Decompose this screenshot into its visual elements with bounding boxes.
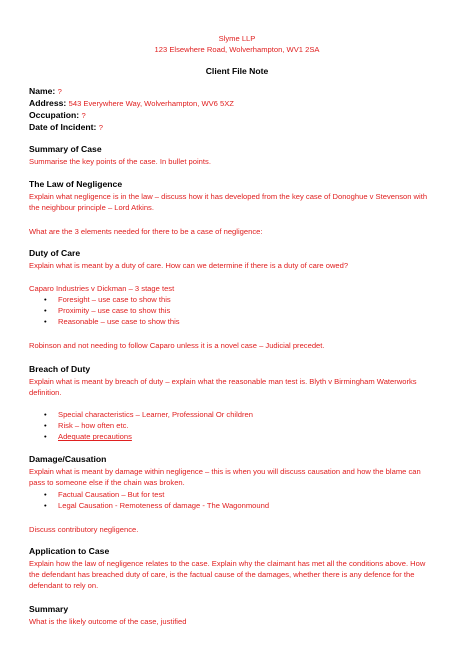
caparo-bullet-list: [44, 294, 180, 328]
breach-of-duty-text: Explain what is meant by breach of duty – explain what the reasonable man test is. Blyth v Birmingham Waterworks definition.: [29, 377, 417, 398]
field-value: ?: [81, 111, 86, 120]
breach-of-duty-heading: Breach of Duty: [29, 364, 91, 374]
damage-causation-text: Explain what is meant by damage within negligence – this is when you will discuss causation and how the blame can pass to someone else if the chain was broken.: [29, 467, 421, 488]
bullet-icon: •: [44, 410, 47, 419]
summary-text: What is the likely outcome of the case, justified: [29, 617, 187, 626]
field-value: ?: [98, 123, 103, 132]
field-value: 543 Everywhere Way, Wolverhampton, WV6 5XZ: [68, 99, 234, 108]
list-item: • Risk – how often etc.: [44, 421, 129, 431]
document-title: Client File Note: [205, 66, 269, 76]
causation-bullet-list: [44, 489, 269, 511]
summary-of-case-heading: Summary of Case: [29, 144, 102, 154]
field-value: ?: [57, 87, 62, 96]
field-label: Address:: [29, 98, 67, 108]
list-item: • Proximity – use case to show this: [44, 306, 171, 316]
list-item: • Factual Causation – But for test: [44, 490, 165, 499]
bullet-icon: •: [44, 432, 47, 442]
three-elements-question: What are the 3 elements needed for there to be a case of negligence:: [29, 227, 263, 236]
firm-name: Slyme LLP: [218, 34, 256, 43]
duty-of-care-text: Explain what is meant by a duty of care. How can we determine if there is a duty of care owed?: [29, 261, 349, 270]
list-item: • Foresight – use case to show this: [44, 295, 171, 304]
field-label: Occupation:: [29, 110, 80, 120]
robinson-text: Robinson and not needing to follow Caparo unless it is a novel case – Judicial precedet.: [29, 341, 325, 350]
law-of-negligence-text: Explain what negligence is in the law – discuss how it has developed from the key case of Donoghue v Stevenson with the neighbour principle – Lord Atkins.: [29, 192, 428, 213]
law-of-negligence-heading: The Law of Negligence: [29, 179, 123, 189]
field-label: Date of Incident:: [29, 122, 97, 132]
client-field-date-of-incident: [29, 122, 103, 133]
bullet-icon: •: [44, 421, 47, 431]
application-heading: Application to Case: [29, 546, 110, 556]
list-item: • Legal Causation - Remoteness of damage - The Wagonmound: [44, 501, 270, 511]
firm-address: 123 Elsewhere Road, Wolverhampton, WV1 2SA: [154, 45, 320, 54]
bullet-icon: •: [44, 317, 47, 327]
field-label: Name:: [29, 86, 56, 96]
contributory-negligence-text: Discuss contributory negligence.: [29, 525, 139, 534]
summary-of-case-text: Summarise the key points of the case. In bullet points.: [29, 157, 211, 166]
bullet-icon: •: [44, 490, 47, 499]
client-field-occupation: [29, 110, 86, 121]
breach-bullet-list: [44, 409, 253, 443]
list-item: • Reasonable – use case to show this: [44, 317, 180, 327]
damage-causation-heading: Damage/Causation: [29, 454, 107, 464]
bullet-icon: •: [44, 295, 47, 304]
application-text: Explain how the law of negligence relates to the case. Explain why the claimant has met all the conditions above. How the defendant has breached duty of care, is the factual cause of the damages, whether there is any defence for the defendant to rely on.: [29, 559, 426, 591]
bullet-icon: •: [44, 501, 47, 511]
duty-of-care-heading: Duty of Care: [29, 248, 81, 258]
client-field-address: [29, 98, 234, 109]
bullet-icon: •: [44, 306, 47, 316]
list-item: • Adequate precautions: [44, 432, 132, 442]
list-item: • Special characteristics – Learner, Professional Or children: [44, 410, 253, 419]
summary-heading: Summary: [29, 604, 69, 614]
client-field-name: [29, 86, 62, 97]
caparo-test-text: Caparo Industries v Dickman – 3 stage test: [29, 284, 175, 293]
